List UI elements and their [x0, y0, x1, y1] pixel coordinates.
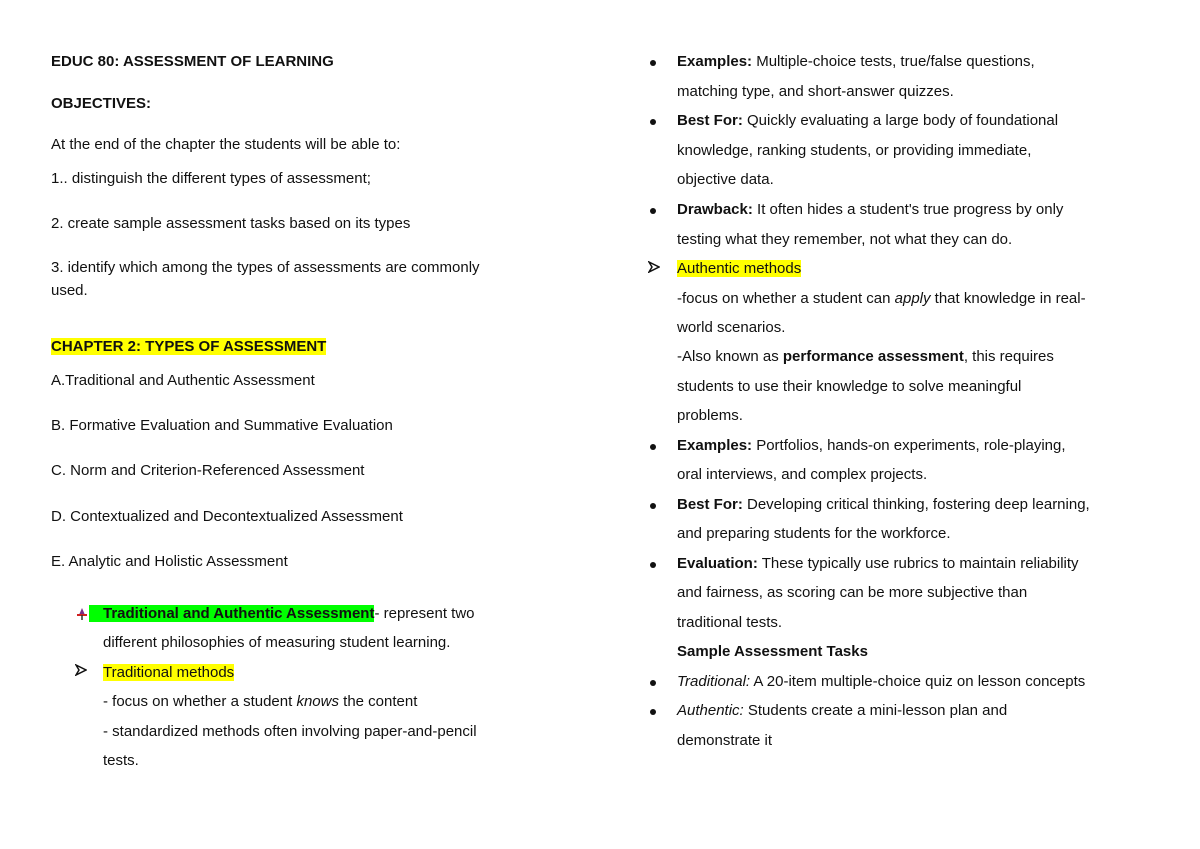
- examples-continued: matching type, and short-answer quizzes.: [677, 83, 954, 100]
- bullet-dot-icon: [648, 496, 658, 513]
- bullet-dot-icon: [648, 437, 658, 454]
- objective-item: 3. identify which among the types of assessments are commonly: [51, 259, 480, 276]
- bullet-dot-icon: [648, 555, 658, 572]
- arrow-bullet-icon: [648, 260, 658, 277]
- chapter-heading: CHAPTER 2: TYPES OF ASSESSMENT: [51, 338, 327, 355]
- objective-item: 1.. distinguish the different types of assessment;: [51, 170, 371, 187]
- best-for-continued: knowledge, ranking students, or providing immediate,: [677, 142, 1032, 159]
- bullet-dot-icon: [648, 53, 658, 70]
- type-item: E. Analytic and Holistic Assessment: [51, 553, 288, 570]
- type-item: B. Formative Evaluation and Summative Evaluation: [51, 417, 393, 434]
- bullet-dot-icon: [648, 112, 658, 129]
- traditional-methods-label: Traditional methods: [103, 664, 235, 681]
- sample-task-continued: demonstrate it: [677, 732, 773, 749]
- authentic-methods-label: Authentic methods: [677, 260, 802, 277]
- sample-tasks-heading: Sample Assessment Tasks: [677, 643, 868, 660]
- arrow-bullet-icon: [75, 664, 85, 679]
- drawback-continued: testing what they remember, not what they can do.: [677, 231, 1013, 248]
- ta-description-continued: different philosophies of measuring student learning.: [103, 634, 451, 651]
- type-item: C. Norm and Criterion-Referenced Assessment: [51, 462, 365, 479]
- objectives-intro: At the end of the chapter the students will be able to:: [51, 136, 401, 153]
- bullet-dot-icon: [648, 673, 658, 690]
- bullet-dot-icon: [648, 201, 658, 218]
- traditional-point: - standardized methods often involving paper-and-pencil: [103, 723, 477, 740]
- best-for-continued: objective data.: [677, 171, 774, 188]
- traditional-point: - focus on whether a student knows the content: [103, 693, 418, 710]
- best-for-continued: and preparing students for the workforce.: [677, 525, 951, 542]
- objectives-heading: OBJECTIVES:: [51, 95, 152, 112]
- evaluation-continued: traditional tests.: [677, 614, 783, 631]
- document-title: EDUC 80: ASSESSMENT OF LEARNING: [51, 53, 334, 70]
- bullet-dot-icon: [648, 702, 658, 719]
- objective-item: 2. create sample assessment tasks based on its types: [51, 215, 411, 232]
- evaluation-continued: and fairness, as scoring can be more subjective than: [677, 584, 1028, 601]
- ta-heading: Traditional and Authentic Assessment: [89, 605, 374, 622]
- authentic-point-continued: problems.: [677, 407, 743, 424]
- authentic-point: -Also known as performance assessment, this requires: [677, 348, 1054, 365]
- authentic-point-continued: world scenarios.: [677, 319, 786, 336]
- traditional-point-continued: tests.: [103, 752, 139, 769]
- authentic-point-continued: students to use their knowledge to solve meaningful: [677, 378, 1022, 395]
- type-item: A.Traditional and Authentic Assessment: [51, 372, 315, 389]
- objective-item-continued: used.: [51, 282, 88, 299]
- examples-continued: oral interviews, and complex projects.: [677, 466, 928, 483]
- authentic-point: -focus on whether a student can apply that knowledge in real-: [677, 290, 1086, 307]
- ta-description: - represent two: [374, 605, 475, 622]
- type-item: D. Contextualized and Decontextualized Assessment: [51, 508, 403, 525]
- pin-bullet-icon: [76, 606, 86, 624]
